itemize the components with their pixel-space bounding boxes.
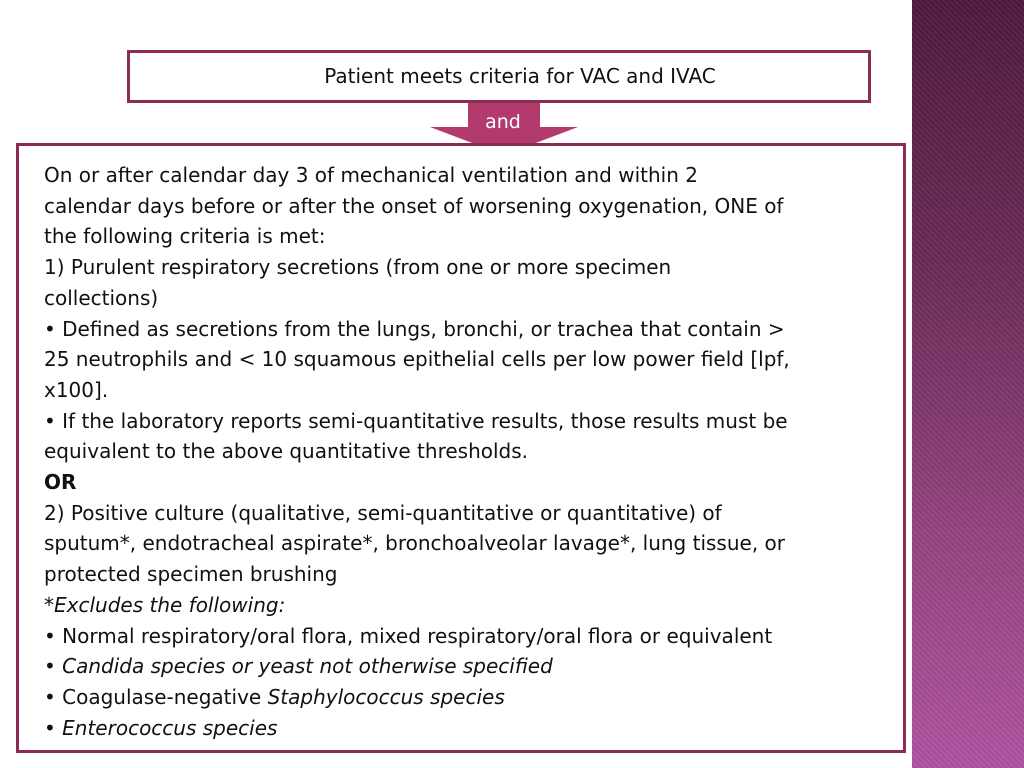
header-criteria-box — [127, 50, 871, 103]
bullet-prefix: • — [44, 715, 63, 740]
intro-line: On or after calendar day 3 of mechanical ventilation and within 2 — [44, 163, 698, 187]
criterion-2-line: protected specimen brushing — [44, 562, 338, 587]
exclusion-normal-flora: • Normal respiratory/oral flora, mixed respiratory/oral flora or equivalent — [44, 623, 773, 648]
criterion-2-line: 2) Positive culture (qualitative, semi-quantitative or quantitative) of — [44, 500, 722, 525]
bullet-definition-line: • Defined as secretions from the lungs, bronchi, or trachea that contain > — [44, 316, 785, 341]
exclusion-coag-prefix: • Coagulase-negative — [44, 684, 268, 709]
excludes-heading: *Excludes the following: — [44, 592, 286, 617]
header-criteria-text: Patient meets criteria for VAC and IVAC — [324, 64, 716, 88]
exclusion-enterococcus — [44, 713, 910, 744]
criteria-text — [44, 160, 910, 743]
criterion-1-line: 1) Purulent respiratory secretions (from one or more specimen — [44, 255, 672, 280]
exclusion-candida-text: Candida species or yeast not otherwise specified — [62, 654, 553, 679]
decorative-side-band — [912, 0, 1024, 768]
bullet-semi-quantitative-line: equivalent to the above quantitative thresholds. — [44, 439, 529, 464]
connector-label: and — [485, 111, 521, 133]
bullet-prefix: • — [44, 654, 63, 679]
intro-line: the following criteria is met: — [44, 224, 326, 249]
criterion-2-line: sputum*, endotracheal aspirate*, bronchoalveolar lavage*, lung tissue, or — [44, 531, 786, 556]
exclusion-enterococcus-text: Enterococcus species — [62, 715, 278, 740]
or-separator: OR — [44, 470, 77, 495]
bullet-definition-line: x100]. — [44, 377, 109, 402]
bullet-definition-line: 25 neutrophils and < 10 squamous epithelial cells per low power field [lpf, — [44, 347, 790, 372]
intro-line: calendar days before or after the onset of worsening oxygenation, ONE of — [44, 193, 784, 218]
exclusion-coagulase-negative — [44, 682, 910, 713]
exclusion-candida — [44, 651, 910, 682]
criterion-1-line: collections) — [44, 285, 159, 310]
bullet-semi-quantitative-line: • If the laboratory reports semi-quantitative results, those results must be — [44, 408, 788, 433]
exclusion-coag-organism: Staphylococcus species — [267, 684, 505, 709]
